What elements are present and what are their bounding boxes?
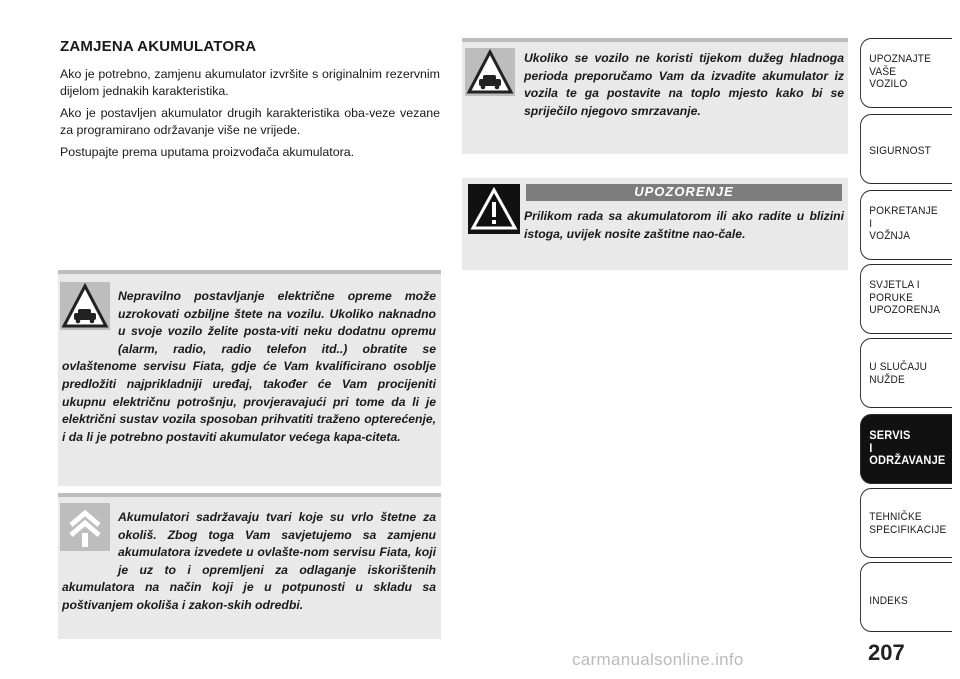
environment-note-text: Akumulatori sadržavaju tvari koje su vrlo štetne za okoliš. Zbog toga Vam savjetujemo sa zamjenu akumulatora izvedete u ovlašte-nom servisu Fiata, koji je uz to i opremljeni za odlaganje iskorištenih akumulatora na način koji je u potpunosti u skladu sa poštivanjem okoliša i zakon-skih odredbi. bbox=[62, 510, 436, 612]
electric-note-box bbox=[58, 270, 441, 486]
tab-tehnicke-specifikacije[interactable]: TEHNIČKE SPECIFIKACIJE bbox=[860, 488, 952, 558]
warning-header: UPOZORENJE bbox=[526, 184, 842, 201]
electric-note-text: Nepravilno postavljanje električne opreme može uzrokovati ozbiljne štete na vozilu. Ukoliko naknadno u svoje vozilo želite posta-viti neku dodatnu opremu (alarm, radio, radio telefon itd..) obratite se ovlaštenome servisu Fiata, gdje će Vam kvalificirano osoblje predložiti najprikladniji uređaj, također će Vam procijeniti ukupnu električnu potrošnju, provjeravajući pri tome da li je električni sustav vozila sposoban prihvatiti traženo opterećenje, i da li je potrebno postaviti akumulator većega kapa-citeta. bbox=[62, 289, 436, 444]
watermark: carmanualsonline.info bbox=[572, 650, 744, 669]
tab-u-slucaju-nuzde[interactable]: U SLUČAJU NUŽDE bbox=[860, 338, 952, 408]
environment-note-box bbox=[58, 493, 441, 639]
cold-note-box bbox=[462, 38, 848, 154]
cold-note-text: Ukoliko se vozilo ne koristi tijekom dužeg hladnoga perioda preporučamo Vam da izvadite akumulator iz vozila te ga postavite na toplo mjesto kako bi se spriječilo njegovo smrzavanje. bbox=[524, 51, 844, 118]
paragraph-1: Ako je potrebno, zamjenu akumulator izvršite s originalnim rezervnim dijelom jednakih karakteristika. bbox=[60, 67, 440, 98]
tab-servis-odrzavanje[interactable]: SERVIS I ODRŽAVANJE bbox=[860, 414, 952, 484]
tab-svjetla[interactable]: SVJETLA I PORUKE UPOZORENJA bbox=[860, 264, 952, 334]
box-rule bbox=[58, 493, 441, 497]
box-rule bbox=[462, 38, 848, 42]
paragraph-2: Ako je postavljen akumulator drugih karakteristika oba-veze vezane za programirano održavanje više ne vrijede. bbox=[60, 106, 440, 137]
box-rule bbox=[58, 270, 441, 274]
tab-upoznajte[interactable]: UPOZNAJTE VAŠE VOZILO bbox=[860, 38, 952, 108]
paragraph-3: Postupajte prema uputama proizvođača akumulatora. bbox=[60, 145, 355, 159]
tab-sigurnost[interactable]: SIGURNOST bbox=[860, 114, 952, 184]
tab-indeks[interactable]: INDEKS bbox=[860, 562, 952, 632]
section-title: ZAMJENA AKUMULATORA bbox=[60, 38, 257, 55]
page-number: 207 bbox=[868, 640, 905, 665]
warning-box bbox=[462, 178, 848, 270]
warning-text: Prilikom rada sa akumulatorom ili ako radite u blizini istoga, uvijek nosite zaštitne nao-čale. bbox=[524, 209, 844, 241]
tab-pokretanje[interactable]: POKRETANJE I VOŽNJA bbox=[860, 190, 952, 260]
